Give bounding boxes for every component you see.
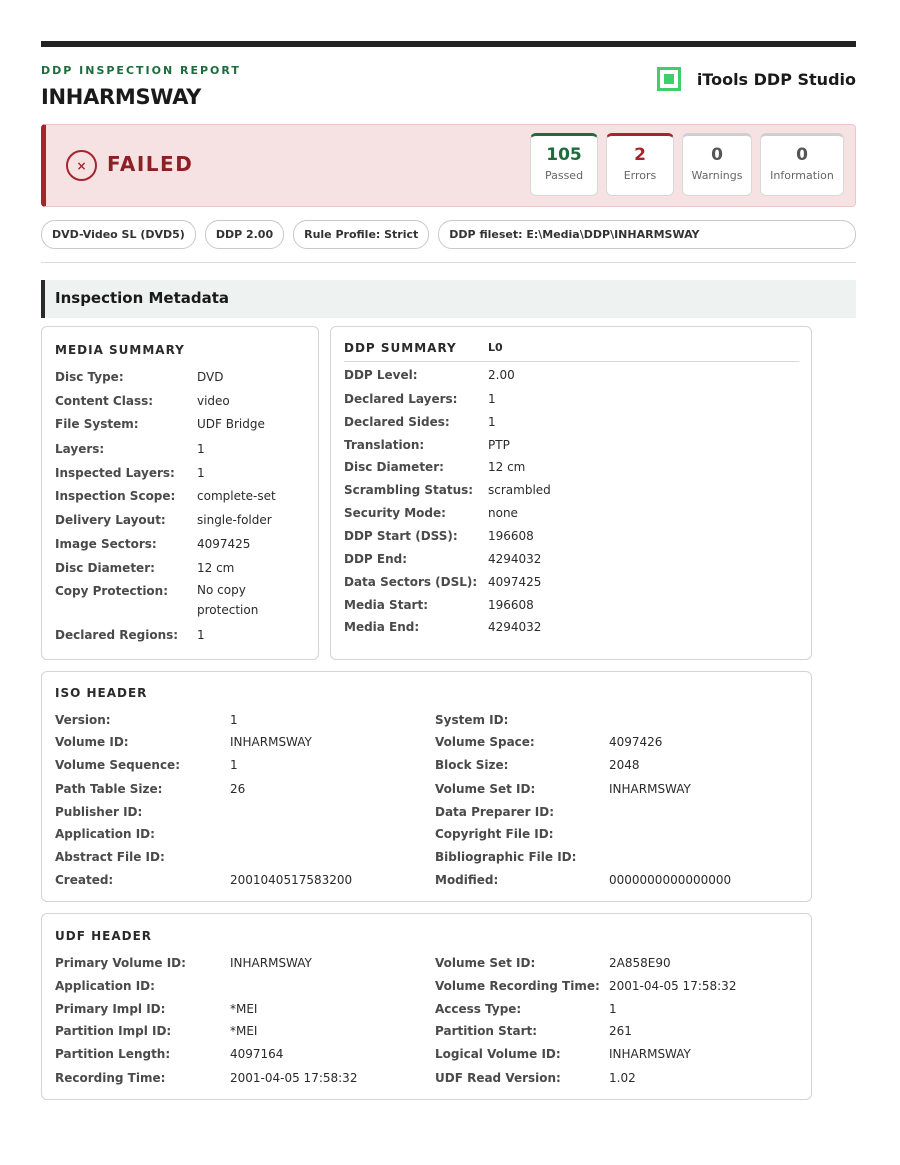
field-label: Content Class: (55, 394, 154, 408)
close-icon: × (66, 150, 97, 181)
card-title: UDF HEADER (55, 929, 153, 943)
field-value: 2001-04-05 17:58:32 (609, 979, 737, 993)
ddp-summary-card (330, 326, 812, 660)
brand-logo-icon (657, 67, 681, 91)
field-label: Version: (55, 713, 111, 727)
result-counts (530, 133, 844, 196)
field-label: Volume Set ID: (435, 782, 536, 796)
field-value: 4097425 (488, 575, 542, 589)
field-label: Image Sectors: (55, 537, 157, 551)
count-label: Warnings (691, 169, 743, 182)
field-label: Copy Protection: (55, 584, 169, 598)
field-value: 0000000000000000 (609, 873, 732, 887)
card-title: DDP SUMMARY (344, 341, 457, 355)
field-label: DDP End: (344, 552, 408, 566)
brand-name: iTools DDP Studio (696, 69, 856, 89)
field-label: File System: (55, 417, 139, 431)
count-passed (530, 133, 598, 196)
field-value: 4097425 (197, 537, 251, 551)
field-label: Publisher ID: (55, 805, 143, 819)
chip-ddp-fileset: DDP fileset: E:\Media\DDP\INHARMSWAY (438, 220, 856, 249)
field-value: 1 (197, 442, 205, 456)
field-label: Application ID: (55, 827, 155, 841)
field-label: Disc Diameter: (344, 460, 444, 474)
field-value: INHARMSWAY (230, 956, 312, 970)
count-label: Information (770, 169, 834, 182)
field-value: 4097426 (609, 735, 663, 749)
count-label: Passed (544, 169, 584, 182)
field-value: complete-set (197, 489, 276, 503)
count-information (760, 133, 844, 196)
field-label: Volume Set ID: (435, 956, 536, 970)
brand (657, 67, 856, 91)
count-value: 105 (546, 145, 582, 165)
count-value: 0 (796, 145, 808, 165)
field-label: Volume Recording Time: (435, 979, 600, 993)
field-value: 26 (230, 782, 246, 796)
chip-ddp-version: DDP 2.00 (205, 220, 284, 249)
field-label: Block Size: (435, 758, 509, 772)
report-label: DDP INSPECTION REPORT (41, 64, 241, 77)
field-label: Data Preparer ID: (435, 805, 554, 819)
media-summary-card (41, 326, 319, 660)
field-label: Primary Impl ID: (55, 1002, 166, 1016)
field-label: Inspection Scope: (55, 489, 176, 503)
field-label: Volume Sequence: (55, 758, 180, 772)
field-label: Disc Diameter: (55, 561, 155, 575)
field-label: Partition Impl ID: (55, 1024, 172, 1038)
status-text: FAILED (107, 152, 194, 176)
count-label: Errors (623, 169, 657, 182)
top-rule (41, 41, 856, 47)
field-value: 4097164 (230, 1047, 284, 1061)
field-label: Layers: (55, 442, 105, 456)
field-value: 1 (488, 415, 496, 429)
field-value: 1 (230, 758, 238, 772)
field-label: UDF Read Version: (435, 1071, 561, 1085)
field-value: 2001040517583200 (230, 873, 353, 887)
field-label: DDP Start (DSS): (344, 529, 458, 543)
field-value: 1 (488, 392, 496, 406)
field-label: Created: (55, 873, 114, 887)
summary-chips (41, 220, 856, 249)
field-value: 1 (197, 628, 205, 642)
divider (41, 262, 856, 263)
field-value: 12 cm (197, 561, 235, 575)
divider (344, 361, 799, 362)
field-value: 261 (609, 1024, 632, 1038)
chip-rule-profile: Rule Profile: Strict (293, 220, 429, 249)
field-value: scrambled (488, 483, 551, 497)
layer-label: L0 (488, 341, 503, 354)
field-value: 196608 (488, 598, 534, 612)
field-value: 12 cm (488, 460, 526, 474)
field-label: Media Start: (344, 598, 428, 612)
field-value: INHARMSWAY (609, 1047, 691, 1061)
field-label: Bibliographic File ID: (435, 850, 577, 864)
field-label: Copyright File ID: (435, 827, 554, 841)
field-label: Scrambling Status: (344, 483, 474, 497)
field-label: Delivery Layout: (55, 513, 166, 527)
field-label: Access Type: (435, 1002, 522, 1016)
field-value: 1 (230, 713, 238, 727)
field-value: UDF Bridge (197, 417, 265, 431)
field-value: 1 (609, 1002, 617, 1016)
field-value: 2A858E90 (609, 956, 671, 970)
field-label: Primary Volume ID: (55, 956, 186, 970)
section-header (41, 280, 856, 318)
field-value: 196608 (488, 529, 534, 543)
field-value: 4294032 (488, 620, 542, 634)
field-label: Media End: (344, 620, 420, 634)
field-value: none (488, 506, 518, 520)
field-value: 2048 (609, 758, 640, 772)
field-label: Volume ID: (55, 735, 129, 749)
field-value: DVD (197, 370, 224, 384)
section-title: Inspection Metadata (55, 289, 230, 307)
iso-header-card (41, 671, 812, 902)
field-label: Declared Sides: (344, 415, 450, 429)
field-value: No copy protection (197, 583, 259, 617)
field-value: *MEI (230, 1024, 258, 1038)
field-label: Data Sectors (DSL): (344, 575, 478, 589)
field-label: Volume Space: (435, 735, 535, 749)
field-label: Recording Time: (55, 1071, 166, 1085)
field-label: Inspected Layers: (55, 466, 175, 480)
field-value: INHARMSWAY (609, 782, 691, 796)
card-title: MEDIA SUMMARY (55, 343, 185, 357)
field-label: Security Mode: (344, 506, 446, 520)
status-panel (41, 124, 856, 207)
field-value: 1.02 (609, 1071, 636, 1085)
page-title: INHARMSWAY (41, 85, 202, 109)
count-value: 2 (634, 145, 646, 165)
count-warnings (682, 133, 752, 196)
count-value: 0 (711, 145, 723, 165)
field-label: Abstract File ID: (55, 850, 165, 864)
field-label: Declared Regions: (55, 628, 179, 642)
field-label: System ID: (435, 713, 509, 727)
field-value: 1 (197, 466, 205, 480)
card-title: ISO HEADER (55, 686, 148, 700)
udf-header-card (41, 913, 812, 1100)
field-value: INHARMSWAY (230, 735, 312, 749)
field-label: Declared Layers: (344, 392, 458, 406)
field-value: video (197, 394, 230, 408)
field-value: 4294032 (488, 552, 542, 566)
field-label: Translation: (344, 438, 425, 452)
field-label: DDP Level: (344, 368, 418, 382)
field-value: 2001-04-05 17:58:32 (230, 1071, 358, 1085)
field-value: 2.00 (488, 368, 515, 382)
field-value: PTP (488, 438, 510, 452)
field-label: Application ID: (55, 979, 155, 993)
field-value: *MEI (230, 1002, 258, 1016)
field-label: Disc Type: (55, 370, 124, 384)
chip-disc-format: DVD-Video SL (DVD5) (41, 220, 196, 249)
field-label: Partition Start: (435, 1024, 538, 1038)
field-label: Path Table Size: (55, 782, 163, 796)
field-label: Modified: (435, 873, 499, 887)
field-label: Partition Length: (55, 1047, 171, 1061)
field-value: single-folder (197, 513, 272, 527)
count-errors (606, 133, 674, 196)
field-label: Logical Volume ID: (435, 1047, 561, 1061)
